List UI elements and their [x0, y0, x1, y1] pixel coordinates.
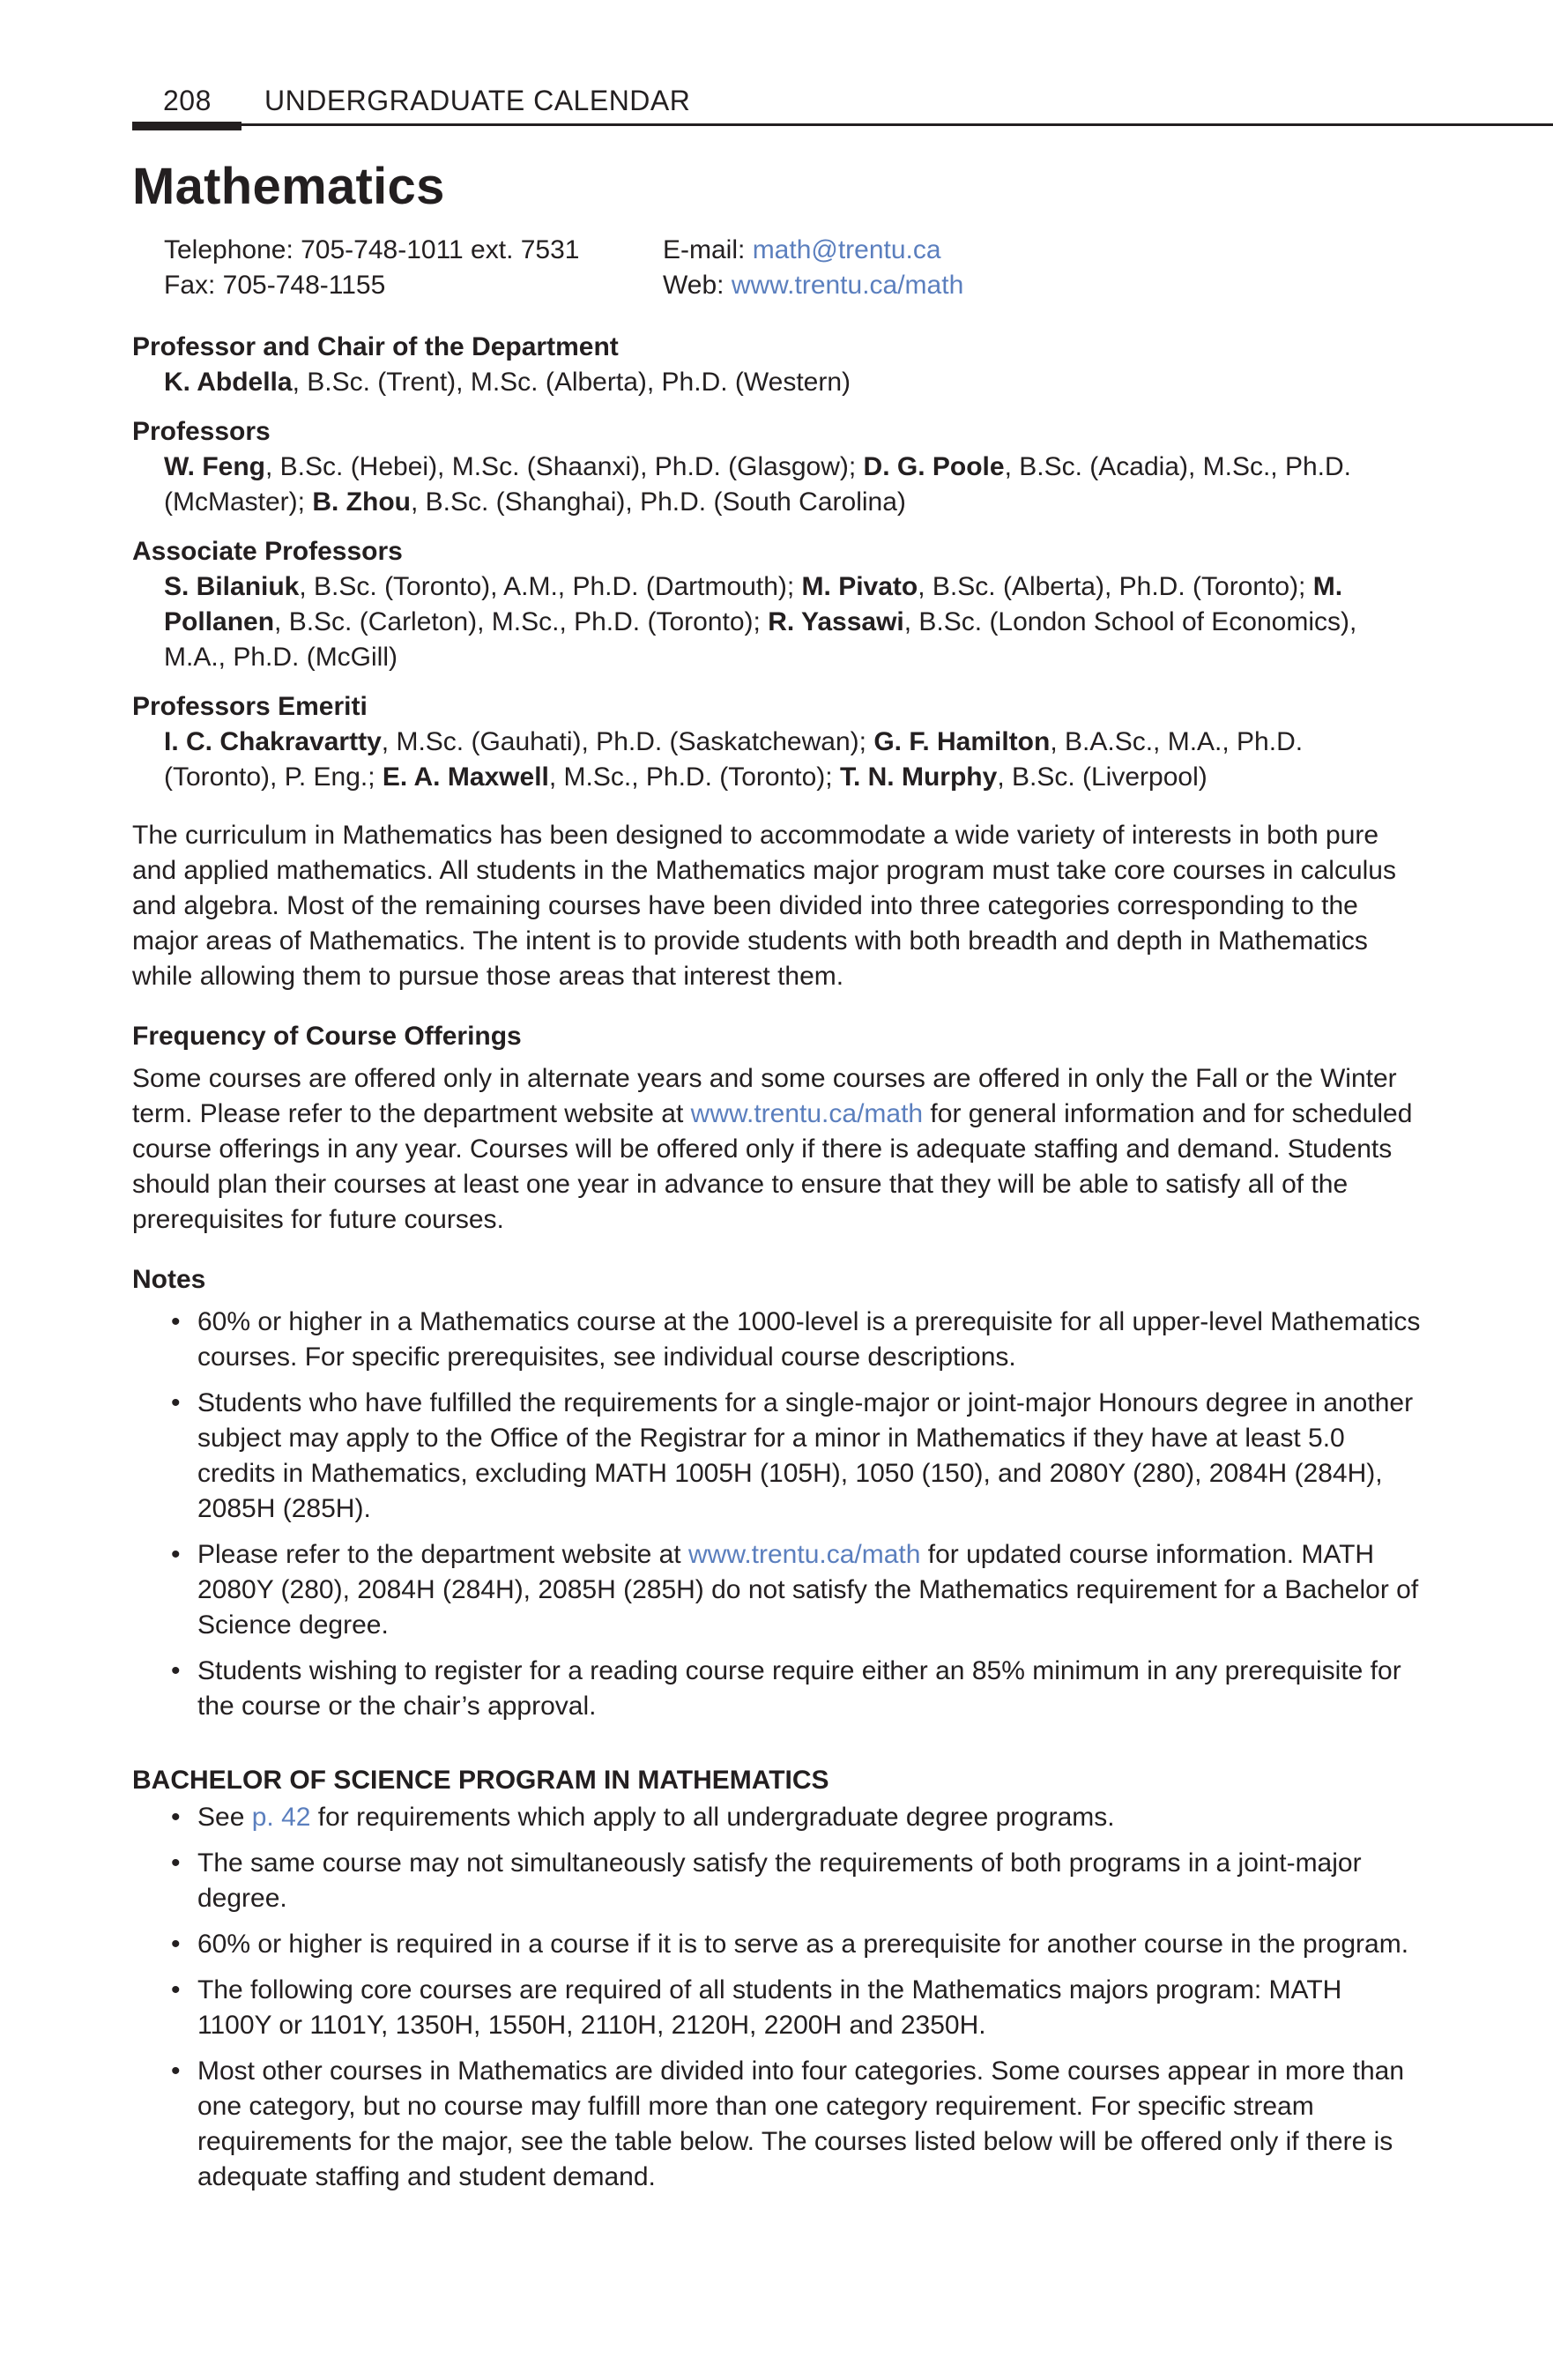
faculty-degrees: , B.Sc. (Shanghai), Ph.D. (South Carolina)	[410, 487, 906, 517]
page-reference-link[interactable]: p. 42	[251, 1803, 311, 1832]
bsc-program-list	[132, 1800, 1421, 2195]
professors-heading: Professors	[132, 417, 271, 446]
associate-list	[132, 569, 1421, 675]
frequency-text: Some courses are offered only in alternate years and some courses are offered in only the Fall or the Winter term. Please refer to the department website at	[132, 1064, 1397, 1128]
bullet-icon: •	[171, 1975, 181, 2004]
fax: Fax: 705-748-1155	[164, 271, 386, 300]
page-number: 208	[163, 85, 212, 116]
associate-heading: Associate Professors	[132, 537, 403, 566]
list-item-text: The same course may not simultaneously satisfy the requirements of both programs in a joint-major degree.	[197, 1848, 1362, 1913]
list-item-text: Students wishing to register for a reading course require either an 85% minimum in any prerequisite for the course or the chair’s approval.	[197, 1656, 1401, 1721]
list-item-text: 60% or higher is required in a course if it is to serve as a prerequisite for another course in the program.	[197, 1930, 1409, 1959]
faculty-name: I. C. Chakravartty	[164, 727, 382, 756]
list-item-text: Most other courses in Mathematics are divided into four categories. Some courses appear in more than one category, but no course may fulfill more than one category requirement. For specific stream requirements for the major, see the table below. The courses listed below will be offered only if there is adequate staffing and student demand.	[197, 2056, 1405, 2191]
telephone: Telephone: 705-748-1011 ext. 7531	[164, 235, 580, 264]
bullet-icon: •	[171, 1848, 181, 1878]
bullet-icon: •	[171, 1540, 181, 1569]
bullet-icon: •	[171, 1930, 181, 1959]
list-item	[132, 1386, 1421, 1527]
header-rule-line	[241, 123, 1553, 126]
faculty-name: E. A. Maxwell	[382, 762, 549, 792]
web-label: Web:	[663, 271, 732, 300]
web-line	[663, 268, 963, 303]
list-item	[132, 1973, 1421, 2043]
faculty-degrees: , B.Sc. (Alberta), Ph.D. (Toronto);	[918, 572, 1313, 601]
faculty-degrees: , B.Sc. (Carleton), M.Sc., Ph.D. (Toronto);	[274, 607, 769, 636]
faculty-degrees: , M.Sc. (Gauhati), Ph.D. (Saskatchewan);	[381, 727, 874, 756]
chair-heading: Professor and Chair of the Department	[132, 332, 619, 361]
bullet-icon: •	[171, 2056, 181, 2086]
faculty-name: K. Abdella	[164, 368, 293, 397]
bullet-icon: •	[171, 1307, 181, 1336]
faculty-degrees: , B.A.Sc., M.A., Ph.D. (Toronto), P. Eng.;	[164, 727, 1304, 792]
running-head	[132, 76, 1419, 122]
chair-entry	[132, 365, 1421, 400]
chair-section	[132, 330, 1421, 400]
frequency-text: for general information and for scheduled course offerings in any year. Courses will be offered only if there is adequate staffing and demand. Students should plan their courses at least one year in advance to ensure that they will be able to satisfy all of the prerequisites for future courses.	[132, 1099, 1413, 1234]
faculty-name: B. Zhou	[312, 487, 411, 517]
department-website-link[interactable]: www.trentu.ca/math	[687, 1540, 921, 1569]
bullet-icon: •	[171, 1656, 181, 1685]
list-item-text: 60% or higher in a Mathematics course at the 1000-level is a prerequisite for all upper-level Mathematics courses. For specific prerequisites, see individual course descriptions.	[197, 1307, 1421, 1372]
faculty-degrees: , M.Sc., Ph.D. (Toronto);	[548, 762, 840, 792]
frequency-heading: Frequency of Course Offerings	[132, 1022, 522, 1051]
faculty-degrees: , B.Sc. (Acadia), M.Sc., Ph.D. (McMaster);	[164, 452, 1352, 517]
faculty-name: G. F. Hamilton	[873, 727, 1051, 756]
intro-paragraph: The curriculum in Mathematics has been designed to accommodate a wide variety of interests in both pure and applied mathematics. All students in the Mathematics major program must take core courses in calculus and algebra. Most of the remaining courses have been divided into three categories corresponding to the major areas of Mathematics. The intent is to provide students with both breadth and depth in Mathematics while allowing them to pursue those areas that interest them.	[132, 821, 1396, 991]
department-website-link[interactable]: www.trentu.ca/math	[690, 1099, 924, 1128]
contact-block	[164, 233, 963, 303]
list-item-text: for requirements which apply to all undergraduate degree programs.	[310, 1803, 1115, 1832]
list-item-text: The following core courses are required of all students in the Mathematics majors program: MATH 1100Y or 1101Y, 1350H, 1550H, 2110H, 2120H, 2200H and 2350H.	[197, 1975, 1342, 2040]
emeriti-section	[132, 689, 1421, 795]
web-link[interactable]: www.trentu.ca/math	[731, 271, 964, 300]
header-rule-block	[132, 122, 241, 130]
list-item-text: See	[197, 1803, 252, 1832]
list-item	[132, 1305, 1421, 1375]
list-item-text: Students who have fulfilled the requirements for a single-major or joint-major Honours degree in another subject may apply to the Office of the Registrar for a minor in Mathematics if they have at least 5.0 credits in Mathematics, excluding MATH 1005H (105H), 1050 (150), and 2080Y (280), 2084H (284H), 2085H (285H).	[197, 1388, 1414, 1523]
main-content	[132, 330, 1421, 2205]
faculty-degrees: , B.Sc. (Toronto), A.M., Ph.D. (Dartmouth);	[299, 572, 802, 601]
faculty-name: S. Bilaniuk	[164, 572, 300, 601]
emeriti-list	[132, 725, 1421, 795]
bsc-program-heading: BACHELOR OF SCIENCE PROGRAM IN MATHEMATICS	[132, 1766, 829, 1795]
list-item-text: for updated course information. MATH 2080Y (280), 2084H (284H), 2085H (285H) do not satisfy the Mathematics requirement for a Bachelor of Science degree.	[197, 1540, 1419, 1640]
frequency-paragraph	[132, 1061, 1421, 1238]
list-item	[132, 1846, 1421, 1916]
list-item	[132, 2054, 1421, 2195]
faculty-name: M. Pollanen	[164, 572, 1343, 636]
faculty-degrees: , B.Sc. (London School of Economics), M.A., Ph.D. (McGill)	[164, 607, 1357, 672]
notes-list	[132, 1305, 1421, 1724]
faculty-degrees: , B.Sc. (Liverpool)	[997, 762, 1207, 792]
list-item	[132, 1927, 1421, 1962]
list-item	[132, 1537, 1421, 1643]
list-item	[132, 1654, 1421, 1724]
notes-heading: Notes	[132, 1265, 206, 1294]
faculty-degrees: , B.Sc. (Trent), M.Sc. (Alberta), Ph.D. (Western)	[292, 368, 851, 397]
faculty-name: D. G. Poole	[863, 452, 1005, 481]
associate-section	[132, 534, 1421, 675]
faculty-name: M. Pivato	[801, 572, 918, 601]
professors-section	[132, 414, 1421, 520]
page-title: Mathematics	[132, 158, 445, 215]
calendar-page	[132, 76, 1421, 2191]
faculty-name: R. Yassawi	[768, 607, 904, 636]
faculty-name: W. Feng	[164, 452, 265, 481]
emeriti-heading: Professors Emeriti	[132, 692, 368, 721]
running-title: UNDERGRADUATE CALENDAR	[264, 85, 691, 116]
email-link[interactable]: math@trentu.ca	[752, 235, 941, 264]
list-item	[132, 1800, 1421, 1835]
professors-list	[132, 450, 1421, 520]
faculty-name: T. N. Murphy	[839, 762, 998, 792]
list-item-text: Please refer to the department website at	[197, 1540, 688, 1569]
bullet-icon: •	[171, 1388, 181, 1417]
email-label: E-mail:	[663, 235, 753, 264]
faculty-degrees: , B.Sc. (Hebei), M.Sc. (Shaanxi), Ph.D. (Glasgow);	[265, 452, 864, 481]
email-line	[663, 233, 941, 268]
bullet-icon: •	[171, 1803, 181, 1832]
